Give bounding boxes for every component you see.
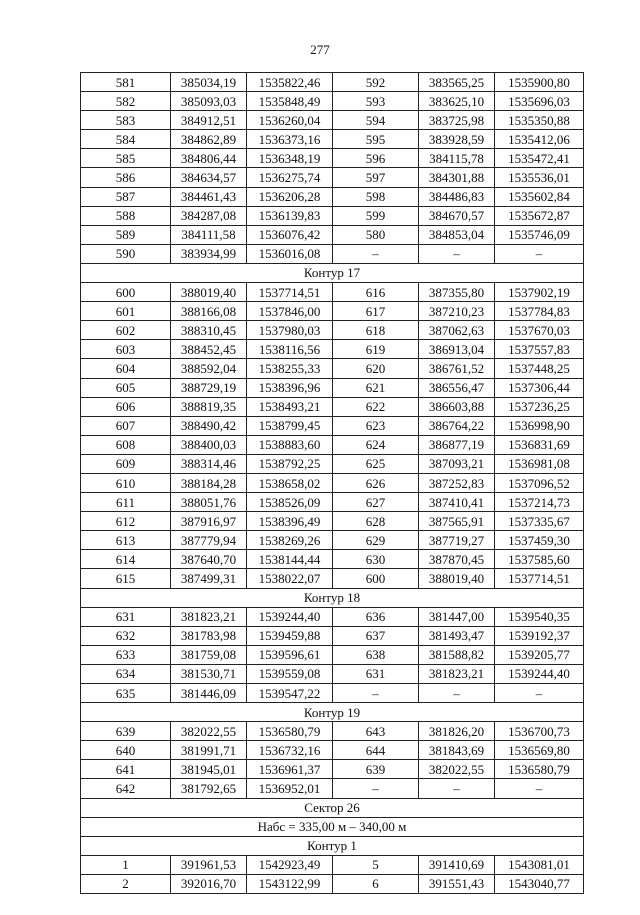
point-number: 605 xyxy=(81,378,171,397)
point-number: 639 xyxy=(81,722,171,741)
point-number: 614 xyxy=(81,550,171,569)
y-coordinate: 1537784,83 xyxy=(495,302,584,321)
y-coordinate: 1538493,21 xyxy=(247,397,333,416)
table-row xyxy=(81,684,584,703)
point-number: 629 xyxy=(333,531,419,550)
section-header-row xyxy=(81,703,584,722)
point-number: 580 xyxy=(333,225,419,244)
y-coordinate: 1539559,08 xyxy=(247,664,333,683)
x-coordinate: 384287,08 xyxy=(171,206,247,225)
x-coordinate: 382022,55 xyxy=(171,722,247,741)
y-coordinate: 1537846,00 xyxy=(247,302,333,321)
point-number: 610 xyxy=(81,473,171,492)
point-number: 594 xyxy=(333,111,419,130)
y-coordinate: 1536260,04 xyxy=(247,111,333,130)
y-coordinate: 1535900,80 xyxy=(495,73,584,92)
x-coordinate: 387719,27 xyxy=(419,531,495,550)
point-number: 633 xyxy=(81,645,171,664)
coordinates-table-body xyxy=(81,73,584,894)
x-coordinate: 386764,22 xyxy=(419,416,495,435)
point-number: 593 xyxy=(333,92,419,111)
point-number: 618 xyxy=(333,321,419,340)
y-coordinate: 1542923,49 xyxy=(247,855,333,874)
point-number: – xyxy=(333,779,419,798)
point-number: 634 xyxy=(81,664,171,683)
y-coordinate: 1537096,52 xyxy=(495,473,584,492)
y-coordinate: 1538799,45 xyxy=(247,416,333,435)
point-number: 630 xyxy=(333,550,419,569)
point-number: 600 xyxy=(333,569,419,588)
y-coordinate: 1537585,60 xyxy=(495,550,584,569)
y-coordinate: 1538792,25 xyxy=(247,454,333,473)
y-coordinate: 1535848,49 xyxy=(247,92,333,111)
table-row xyxy=(81,130,584,149)
table-row xyxy=(81,454,584,473)
x-coordinate: 387252,83 xyxy=(419,473,495,492)
point-number: 615 xyxy=(81,569,171,588)
x-coordinate: 388400,03 xyxy=(171,435,247,454)
point-number: 590 xyxy=(81,244,171,263)
table-row xyxy=(81,626,584,645)
y-coordinate: 1537236,25 xyxy=(495,397,584,416)
section-header-row xyxy=(81,817,584,836)
point-number: 626 xyxy=(333,473,419,492)
y-coordinate: 1536016,08 xyxy=(247,244,333,263)
table-row xyxy=(81,512,584,531)
x-coordinate: 381783,98 xyxy=(171,626,247,645)
point-number: 607 xyxy=(81,416,171,435)
point-number: 601 xyxy=(81,302,171,321)
x-coordinate: 381588,82 xyxy=(419,645,495,664)
x-coordinate: 383565,25 xyxy=(419,73,495,92)
section-header: Набс = 335,00 м – 340,00 м xyxy=(81,817,584,836)
y-coordinate: 1537980,03 xyxy=(247,321,333,340)
x-coordinate: 381530,71 xyxy=(171,664,247,683)
x-coordinate: 384486,83 xyxy=(419,187,495,206)
x-coordinate: 387779,94 xyxy=(171,531,247,550)
table-row xyxy=(81,225,584,244)
x-coordinate: 388019,40 xyxy=(419,569,495,588)
x-coordinate: 381447,00 xyxy=(419,607,495,626)
y-coordinate: 1535350,88 xyxy=(495,111,584,130)
x-coordinate: 386761,52 xyxy=(419,359,495,378)
table-row xyxy=(81,550,584,569)
table-row xyxy=(81,206,584,225)
table-row xyxy=(81,340,584,359)
point-number: 602 xyxy=(81,321,171,340)
y-coordinate: 1538255,33 xyxy=(247,359,333,378)
table-row xyxy=(81,779,584,798)
y-coordinate: – xyxy=(495,684,584,703)
y-coordinate: 1535672,87 xyxy=(495,206,584,225)
point-number: 5 xyxy=(333,855,419,874)
point-number: 599 xyxy=(333,206,419,225)
x-coordinate: 384461,43 xyxy=(171,187,247,206)
x-coordinate: 384912,51 xyxy=(171,111,247,130)
table-row xyxy=(81,435,584,454)
x-coordinate: 388729,19 xyxy=(171,378,247,397)
x-coordinate: 383928,59 xyxy=(419,130,495,149)
x-coordinate: 388184,28 xyxy=(171,473,247,492)
x-coordinate: 383625,10 xyxy=(419,92,495,111)
section-header-row xyxy=(81,798,584,817)
x-coordinate: 381493,47 xyxy=(419,626,495,645)
table-row xyxy=(81,531,584,550)
y-coordinate: 1543040,77 xyxy=(495,874,584,893)
table-row xyxy=(81,874,584,893)
point-number: 639 xyxy=(333,760,419,779)
x-coordinate: 387499,31 xyxy=(171,569,247,588)
y-coordinate: 1536348,19 xyxy=(247,149,333,168)
y-coordinate: – xyxy=(495,244,584,263)
section-header: Контур 19 xyxy=(81,703,584,722)
section-header-row xyxy=(81,263,584,282)
y-coordinate: 1536580,79 xyxy=(247,722,333,741)
y-coordinate: 1535602,84 xyxy=(495,187,584,206)
x-coordinate: 387093,21 xyxy=(419,454,495,473)
point-number: 632 xyxy=(81,626,171,645)
table-row xyxy=(81,187,584,206)
point-number: 589 xyxy=(81,225,171,244)
y-coordinate: 1539596,61 xyxy=(247,645,333,664)
point-number: 581 xyxy=(81,73,171,92)
y-coordinate: 1537557,83 xyxy=(495,340,584,359)
y-coordinate: 1537714,51 xyxy=(495,569,584,588)
x-coordinate: 388166,08 xyxy=(171,302,247,321)
x-coordinate: 388592,04 xyxy=(171,359,247,378)
point-number: 635 xyxy=(81,684,171,703)
table-row xyxy=(81,92,584,111)
x-coordinate: – xyxy=(419,779,495,798)
table-row xyxy=(81,473,584,492)
section-header: Контур 17 xyxy=(81,263,584,282)
y-coordinate: 1536700,73 xyxy=(495,722,584,741)
y-coordinate: 1535822,46 xyxy=(247,73,333,92)
point-number: 609 xyxy=(81,454,171,473)
point-number: 631 xyxy=(333,664,419,683)
point-number: 622 xyxy=(333,397,419,416)
point-number: 637 xyxy=(333,626,419,645)
y-coordinate: 1538658,02 xyxy=(247,473,333,492)
x-coordinate: 386913,04 xyxy=(419,340,495,359)
point-number: 582 xyxy=(81,92,171,111)
point-number: 636 xyxy=(333,607,419,626)
y-coordinate: 1538022,07 xyxy=(247,569,333,588)
point-number: 603 xyxy=(81,340,171,359)
x-coordinate: 388051,76 xyxy=(171,493,247,512)
point-number: 621 xyxy=(333,378,419,397)
x-coordinate: 384806,44 xyxy=(171,149,247,168)
table-row xyxy=(81,111,584,130)
table-row xyxy=(81,378,584,397)
y-coordinate: 1538116,56 xyxy=(247,340,333,359)
x-coordinate: 383934,99 xyxy=(171,244,247,263)
point-number: 598 xyxy=(333,187,419,206)
y-coordinate: 1538396,49 xyxy=(247,512,333,531)
y-coordinate: 1539459,88 xyxy=(247,626,333,645)
y-coordinate: 1535472,41 xyxy=(495,149,584,168)
y-coordinate: 1536732,16 xyxy=(247,741,333,760)
point-number: 608 xyxy=(81,435,171,454)
y-coordinate: 1538269,26 xyxy=(247,531,333,550)
point-number: 642 xyxy=(81,779,171,798)
x-coordinate: 384111,58 xyxy=(171,225,247,244)
point-number: 619 xyxy=(333,340,419,359)
point-number: 2 xyxy=(81,874,171,893)
x-coordinate: 388019,40 xyxy=(171,283,247,302)
y-coordinate: 1536998,90 xyxy=(495,416,584,435)
y-coordinate: 1537902,19 xyxy=(495,283,584,302)
point-number: 606 xyxy=(81,397,171,416)
x-coordinate: 388819,35 xyxy=(171,397,247,416)
point-number: 625 xyxy=(333,454,419,473)
section-header: Контур 18 xyxy=(81,588,584,607)
y-coordinate: 1539244,40 xyxy=(247,607,333,626)
table-row xyxy=(81,397,584,416)
x-coordinate: 387870,45 xyxy=(419,550,495,569)
x-coordinate: 387410,41 xyxy=(419,493,495,512)
section-header: Сектор 26 xyxy=(81,798,584,817)
y-coordinate: 1536076,42 xyxy=(247,225,333,244)
point-number: – xyxy=(333,244,419,263)
y-coordinate: 1536373,16 xyxy=(247,130,333,149)
x-coordinate: 388452,45 xyxy=(171,340,247,359)
point-number: 586 xyxy=(81,168,171,187)
y-coordinate: 1537335,67 xyxy=(495,512,584,531)
point-number: 623 xyxy=(333,416,419,435)
table-row xyxy=(81,168,584,187)
x-coordinate: 381826,20 xyxy=(419,722,495,741)
table-row xyxy=(81,302,584,321)
x-coordinate: 384301,88 xyxy=(419,168,495,187)
table-row xyxy=(81,664,584,683)
table-row xyxy=(81,493,584,512)
y-coordinate: 1539192,37 xyxy=(495,626,584,645)
section-header-row xyxy=(81,588,584,607)
x-coordinate: 384862,89 xyxy=(171,130,247,149)
y-coordinate: 1537670,03 xyxy=(495,321,584,340)
table-row xyxy=(81,607,584,626)
section-header: Контур 1 xyxy=(81,836,584,855)
coordinates-table xyxy=(80,72,584,894)
y-coordinate: 1536275,74 xyxy=(247,168,333,187)
y-coordinate: 1535536,01 xyxy=(495,168,584,187)
point-number: 627 xyxy=(333,493,419,512)
y-coordinate: 1536981,08 xyxy=(495,454,584,473)
x-coordinate: 387565,91 xyxy=(419,512,495,531)
y-coordinate: 1536139,83 xyxy=(247,206,333,225)
y-coordinate: 1536831,69 xyxy=(495,435,584,454)
table-row xyxy=(81,760,584,779)
x-coordinate: 388310,45 xyxy=(171,321,247,340)
y-coordinate: 1536580,79 xyxy=(495,760,584,779)
x-coordinate: 385093,03 xyxy=(171,92,247,111)
y-coordinate: 1539205,77 xyxy=(495,645,584,664)
x-coordinate: 387210,23 xyxy=(419,302,495,321)
point-number: 611 xyxy=(81,493,171,512)
x-coordinate: 382022,55 xyxy=(419,760,495,779)
x-coordinate: 383725,98 xyxy=(419,111,495,130)
x-coordinate: 381446,09 xyxy=(171,684,247,703)
point-number: 644 xyxy=(333,741,419,760)
y-coordinate: 1536206,28 xyxy=(247,187,333,206)
y-coordinate: 1537714,51 xyxy=(247,283,333,302)
y-coordinate: 1536569,80 xyxy=(495,741,584,760)
x-coordinate: 384115,78 xyxy=(419,149,495,168)
x-coordinate: 391410,69 xyxy=(419,855,495,874)
page-number: 277 xyxy=(310,42,330,57)
table-row xyxy=(81,244,584,263)
y-coordinate: 1537214,73 xyxy=(495,493,584,512)
x-coordinate: – xyxy=(419,244,495,263)
point-number: 624 xyxy=(333,435,419,454)
table-row xyxy=(81,283,584,302)
y-coordinate: 1537459,30 xyxy=(495,531,584,550)
table-row xyxy=(81,645,584,664)
point-number: 596 xyxy=(333,149,419,168)
point-number: 587 xyxy=(81,187,171,206)
point-number: 584 xyxy=(81,130,171,149)
point-number: 1 xyxy=(81,855,171,874)
x-coordinate: 391961,53 xyxy=(171,855,247,874)
y-coordinate: 1538526,09 xyxy=(247,493,333,512)
y-coordinate: 1543081,01 xyxy=(495,855,584,874)
table-row xyxy=(81,73,584,92)
x-coordinate: 384670,57 xyxy=(419,206,495,225)
y-coordinate: 1539547,22 xyxy=(247,684,333,703)
x-coordinate: 384634,57 xyxy=(171,168,247,187)
point-number: 588 xyxy=(81,206,171,225)
table-row xyxy=(81,149,584,168)
point-number: 620 xyxy=(333,359,419,378)
y-coordinate: 1538144,44 xyxy=(247,550,333,569)
y-coordinate: 1539540,35 xyxy=(495,607,584,626)
point-number: 640 xyxy=(81,741,171,760)
y-coordinate: 1535412,06 xyxy=(495,130,584,149)
table-row xyxy=(81,855,584,874)
point-number: 638 xyxy=(333,645,419,664)
table-row xyxy=(81,569,584,588)
x-coordinate: 391551,43 xyxy=(419,874,495,893)
x-coordinate: 381823,21 xyxy=(171,607,247,626)
x-coordinate: 384853,04 xyxy=(419,225,495,244)
x-coordinate: 385034,19 xyxy=(171,73,247,92)
point-number: 628 xyxy=(333,512,419,531)
point-number: 641 xyxy=(81,760,171,779)
y-coordinate: – xyxy=(495,779,584,798)
point-number: 613 xyxy=(81,531,171,550)
point-number: 6 xyxy=(333,874,419,893)
x-coordinate: 387640,70 xyxy=(171,550,247,569)
y-coordinate: 1536952,01 xyxy=(247,779,333,798)
x-coordinate: 386877,19 xyxy=(419,435,495,454)
x-coordinate: 381843,69 xyxy=(419,741,495,760)
y-coordinate: 1538883,60 xyxy=(247,435,333,454)
table-row xyxy=(81,722,584,741)
x-coordinate: 381945,01 xyxy=(171,760,247,779)
x-coordinate: 386556,47 xyxy=(419,378,495,397)
x-coordinate: 388490,42 xyxy=(171,416,247,435)
table-row xyxy=(81,416,584,435)
point-number: 631 xyxy=(81,607,171,626)
point-number: 585 xyxy=(81,149,171,168)
point-number: 592 xyxy=(333,73,419,92)
y-coordinate: 1543122,99 xyxy=(247,874,333,893)
point-number: 597 xyxy=(333,168,419,187)
table-row xyxy=(81,741,584,760)
x-coordinate: 387355,80 xyxy=(419,283,495,302)
point-number: – xyxy=(333,684,419,703)
point-number: 643 xyxy=(333,722,419,741)
point-number: 600 xyxy=(81,283,171,302)
x-coordinate: 381823,21 xyxy=(419,664,495,683)
y-coordinate: 1539244,40 xyxy=(495,664,584,683)
table-row xyxy=(81,321,584,340)
y-coordinate: 1535696,03 xyxy=(495,92,584,111)
point-number: 612 xyxy=(81,512,171,531)
point-number: 604 xyxy=(81,359,171,378)
y-coordinate: 1537448,25 xyxy=(495,359,584,378)
x-coordinate: – xyxy=(419,684,495,703)
x-coordinate: 381991,71 xyxy=(171,741,247,760)
point-number: 616 xyxy=(333,283,419,302)
x-coordinate: 387062,63 xyxy=(419,321,495,340)
y-coordinate: 1537306,44 xyxy=(495,378,584,397)
x-coordinate: 387916,97 xyxy=(171,512,247,531)
table-row xyxy=(81,359,584,378)
y-coordinate: 1536961,37 xyxy=(247,760,333,779)
point-number: 595 xyxy=(333,130,419,149)
y-coordinate: 1535746,09 xyxy=(495,225,584,244)
x-coordinate: 392016,70 xyxy=(171,874,247,893)
x-coordinate: 381759,08 xyxy=(171,645,247,664)
x-coordinate: 386603,88 xyxy=(419,397,495,416)
x-coordinate: 388314,46 xyxy=(171,454,247,473)
section-header-row xyxy=(81,836,584,855)
y-coordinate: 1538396,96 xyxy=(247,378,333,397)
x-coordinate: 381792,65 xyxy=(171,779,247,798)
point-number: 617 xyxy=(333,302,419,321)
point-number: 583 xyxy=(81,111,171,130)
